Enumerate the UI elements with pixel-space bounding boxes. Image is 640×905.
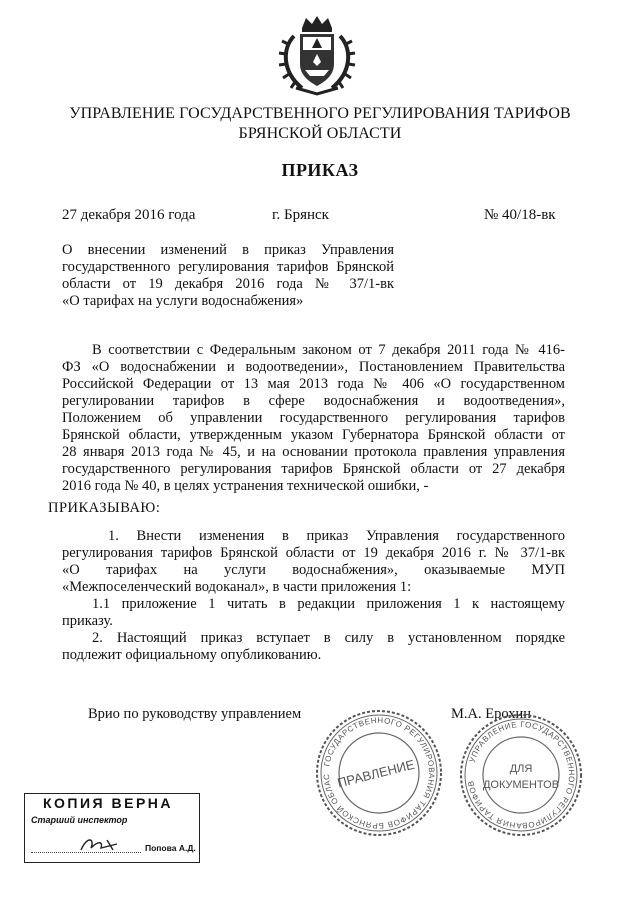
clause-line: приказу. — [62, 613, 113, 629]
preamble-line: государственного регулирования тарифов Брянской области от 27 декабря — [62, 461, 565, 477]
clause-line: 2. Настоящий приказ вступает в силу в установленном порядке — [92, 630, 565, 646]
organization-name-line1: УПРАВЛЕНИЕ ГОСУДАРСТВЕННОГО РЕГУЛИРОВАНИЯ ТАРИФОВ — [69, 105, 571, 122]
subject-line: государственного регулирования тарифов Брянской — [62, 259, 394, 275]
signature-line — [31, 852, 141, 853]
preamble-line: ФЗ «О водоснабжении и водоотведении», Постановлением Правительства — [62, 359, 565, 375]
stamp-ring-text: УПРАВЛЕНИЕ ГОСУДАРСТВЕННОГО РЕГУЛИРОВАНИЯ ТАРИФОВ — [466, 719, 577, 831]
clause-line: 1.1 приложение 1 читать в редакции приложения 1 к настоящему — [92, 596, 565, 612]
clause-line: «Межпоселенческий водоканал», в части приложения 1: — [62, 579, 412, 595]
order-clauses — [62, 528, 565, 664]
document-title: ПРИКАЗ — [281, 160, 359, 180]
stamp-center-text: ДЛЯ — [509, 763, 533, 775]
document-date: 27 декабря 2016 года — [62, 207, 196, 223]
coat-of-arms-icon — [272, 14, 362, 96]
preamble-paragraph — [62, 342, 565, 495]
clause-line: «О тарифах на услуги водоснабжения», оказываемые МУП — [62, 562, 565, 578]
official-stamp-left — [310, 701, 444, 838]
order-word: ПРИКАЗЫВАЮ: — [48, 500, 161, 516]
clause-line: подлежит официальному опубликованию. — [62, 647, 322, 663]
clause-line: регулирования тарифов Брянской области от 19 декабря 2016 г. № 37/1-вк — [62, 545, 565, 561]
handwritten-signature — [77, 832, 137, 854]
signatory-name: М.А. Ерохин — [451, 706, 532, 722]
document-number: № 40/18-вк — [484, 207, 556, 223]
preamble-line: В соответствии с Федеральным законом от 7 декабря 2011 года № 416- — [92, 342, 565, 358]
stamp-ring-text: ГОСУДАРСТВЕННОГО РЕГУЛИРОВАНИЯ ТАРИФОВ БРЯНСКОЙ ОБЛАСТИ — [310, 701, 437, 831]
preamble-line: 2016 года № 40, в целях устранения технической ошибки, - — [62, 478, 429, 494]
organization-name-line2: БРЯНСКОЙ ОБЛАСТИ — [238, 125, 402, 142]
document-city: г. Брянск — [272, 207, 329, 223]
preamble-line: Российской Федерации от 13 мая 2013 года № 406 «О государственном — [62, 376, 565, 392]
certification-name: Попова А.Д. — [145, 843, 196, 853]
copy-certification-box — [24, 793, 200, 863]
preamble-line: регулировании тарифов в сфере водоснабжения и водоотведения», — [62, 393, 565, 409]
subject-line: области от 19 декабря 2016 года № 37/1-вк — [62, 276, 394, 292]
certification-title: КОПИЯ ВЕРНА — [43, 795, 174, 811]
preamble-line: 28 января 2013 года № 45, и на основании протокола правления управления — [62, 444, 565, 460]
stamp-center-text: ДОКУМЕНТОВ — [482, 779, 560, 791]
official-stamp-right — [458, 712, 584, 838]
stamp-center-text: ПРАВЛЕНИЕ — [335, 756, 417, 791]
document-subject — [62, 242, 394, 310]
signatory-position: Врио по руководству управлением — [88, 706, 302, 722]
clause-line: 1. Внести изменения в приказ Управления государственного — [108, 528, 565, 544]
preamble-line: Брянской области, утвержденным указом Губернатора Брянской области от — [62, 427, 565, 443]
certification-role: Старший инспектор — [31, 815, 128, 825]
subject-line: «О тарифах на услуги водоснабжения» — [62, 293, 304, 309]
subject-line: О внесении изменений в приказ Управления — [62, 242, 394, 258]
preamble-line: Положением об управлении государственного регулирования тарифов — [62, 410, 565, 426]
